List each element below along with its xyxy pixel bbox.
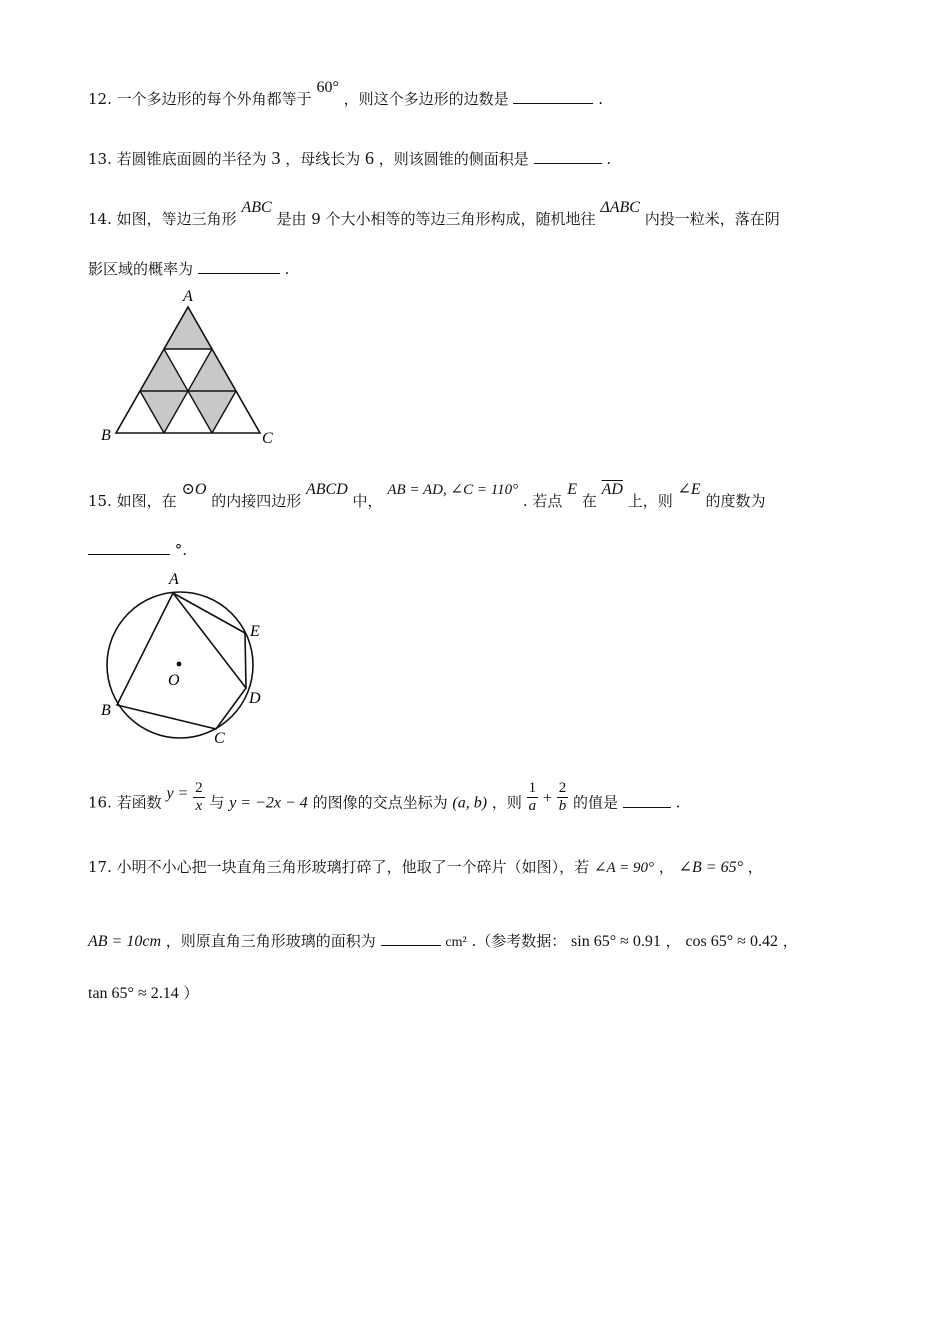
question-text: ，则 <box>491 793 522 812</box>
arc-ad: $\overline{AD}$ <box>601 481 623 498</box>
period: . <box>675 793 681 812</box>
question-text: 在 <box>581 492 597 510</box>
triangle-figure <box>95 285 285 450</box>
numerator: 2 <box>558 780 567 796</box>
segment-ed <box>245 633 246 688</box>
func2: y = −2x − 4 <box>229 794 308 812</box>
period: . <box>598 90 603 108</box>
question-text: 中， <box>352 492 383 510</box>
question-text: . 若点 <box>522 492 563 510</box>
numerator: 1 <box>528 780 537 796</box>
circle-symbol: ⊙O <box>181 481 207 498</box>
question-17-line3 <box>88 982 199 1003</box>
label-a: A <box>169 571 179 588</box>
separator: ， <box>747 858 763 876</box>
answer-blank[interactable] <box>198 259 280 274</box>
question-text: ，则原直角三角形玻璃的面积为 <box>165 932 376 950</box>
triangle-symbol: ΔABC <box>600 199 640 216</box>
segment-ae <box>173 593 245 633</box>
quad-name: ABCD <box>305 481 348 498</box>
func1-lhs: y = <box>166 784 189 802</box>
label-o: O <box>168 672 180 689</box>
answer-blank[interactable] <box>381 931 441 946</box>
quadrilateral-abcd <box>117 593 246 729</box>
question-text: 的内接四边形 <box>211 492 302 510</box>
question-text: 一个多边形的每个外角都等于 <box>116 90 312 108</box>
center-dot <box>177 662 182 667</box>
label-c: C <box>214 730 225 747</box>
angle-value: 60° <box>316 79 339 96</box>
period: . <box>606 150 612 168</box>
angle-b: ∠B = 65° <box>678 859 743 876</box>
condition: AB = AD, ∠C = 110° <box>387 482 519 498</box>
question-number: 13. <box>88 150 112 168</box>
question-text: 小明不小心把一块直角三角形玻璃打碎了，他取了一个碎片（如图），若 <box>116 858 590 876</box>
separator: ， <box>665 932 681 950</box>
question-text: 是由 9 个大小相等的等边三角形构成，随机地往 <box>276 210 596 228</box>
question-text: 与 <box>209 793 225 812</box>
question-text: 内投一粒米，落在阴 <box>644 210 780 228</box>
question-12 <box>88 79 603 109</box>
question-14-line2 <box>88 258 289 279</box>
fraction-2-over-x <box>193 780 205 815</box>
sin-value: sin 65° ≈ 0.91 <box>571 933 661 950</box>
answer-blank[interactable] <box>623 793 671 808</box>
answer-blank[interactable] <box>88 540 170 555</box>
cos-value: cos 65° ≈ 0.42 <box>685 933 778 950</box>
tan-value: tan 65° ≈ 2.14 <box>88 985 179 1002</box>
shaded-triangle <box>140 349 188 391</box>
fraction-1-over-a <box>527 780 539 815</box>
question-text: ，则这个多边形的边数是 <box>343 90 509 108</box>
question-text: 如图，等边三角形 <box>116 210 237 228</box>
question-text: 的值是 <box>572 793 618 812</box>
question-number: 15. <box>88 492 112 510</box>
plus-sign: + <box>542 789 552 807</box>
question-text: 如图，在 <box>116 492 177 510</box>
denominator: x <box>195 798 203 814</box>
shaded-triangle <box>140 391 188 433</box>
question-text: 若函数 <box>116 793 162 812</box>
triangle-name: ABC <box>241 199 272 216</box>
question-text: ，则该圆锥的侧面积是 <box>378 150 529 168</box>
slant-value: 6 <box>365 148 375 168</box>
answer-blank[interactable] <box>513 89 593 104</box>
label-d: D <box>249 690 261 707</box>
question-17-line2 <box>88 930 798 951</box>
unit: cm² <box>445 935 467 950</box>
length-ab: AB = 10cm <box>88 933 161 950</box>
question-13 <box>88 148 611 169</box>
degree-period: °. <box>174 541 188 559</box>
question-15 <box>88 481 766 511</box>
point-e: E <box>567 481 577 498</box>
question-17 <box>88 856 763 877</box>
shaded-triangle <box>164 307 212 349</box>
angle-e: ∠E <box>677 481 701 498</box>
question-text: 上，则 <box>627 492 673 510</box>
question-number: 12. <box>88 90 112 108</box>
shaded-triangle <box>188 391 236 433</box>
question-text: .（参考数据： <box>471 932 567 950</box>
fraction-2-over-b <box>557 780 569 815</box>
question-14 <box>88 199 780 229</box>
label-e: E <box>250 623 260 640</box>
shaded-triangle <box>188 349 236 391</box>
denominator: a <box>528 798 537 814</box>
question-text: 若圆锥底面圆的半径为 <box>116 150 267 168</box>
circle-figure <box>95 568 285 748</box>
label-a: A <box>183 288 193 305</box>
close-paren: ） <box>183 984 199 1002</box>
question-number: 17. <box>88 858 112 876</box>
denominator: b <box>558 798 567 814</box>
radius-value: 3 <box>271 148 281 168</box>
question-text: 的图像的交点坐标为 <box>312 793 448 812</box>
question-number: 14. <box>88 210 112 228</box>
numerator: 2 <box>195 780 203 796</box>
separator: ， <box>658 858 674 876</box>
question-16 <box>88 780 681 821</box>
answer-blank[interactable] <box>534 149 602 164</box>
question-text: 的度数为 <box>705 492 766 510</box>
separator: ， <box>782 932 798 950</box>
period: . <box>284 260 290 278</box>
label-b: B <box>101 427 111 444</box>
label-b: B <box>101 702 111 719</box>
angle-a: ∠A = 90° <box>593 860 655 876</box>
question-text: ，母线长为 <box>285 150 361 168</box>
question-number: 16. <box>88 793 112 812</box>
label-c: C <box>262 430 273 447</box>
intersection-point: (a, b) <box>452 794 488 812</box>
question-15-line2 <box>88 540 187 559</box>
question-text: 影区域的概率为 <box>88 260 194 278</box>
